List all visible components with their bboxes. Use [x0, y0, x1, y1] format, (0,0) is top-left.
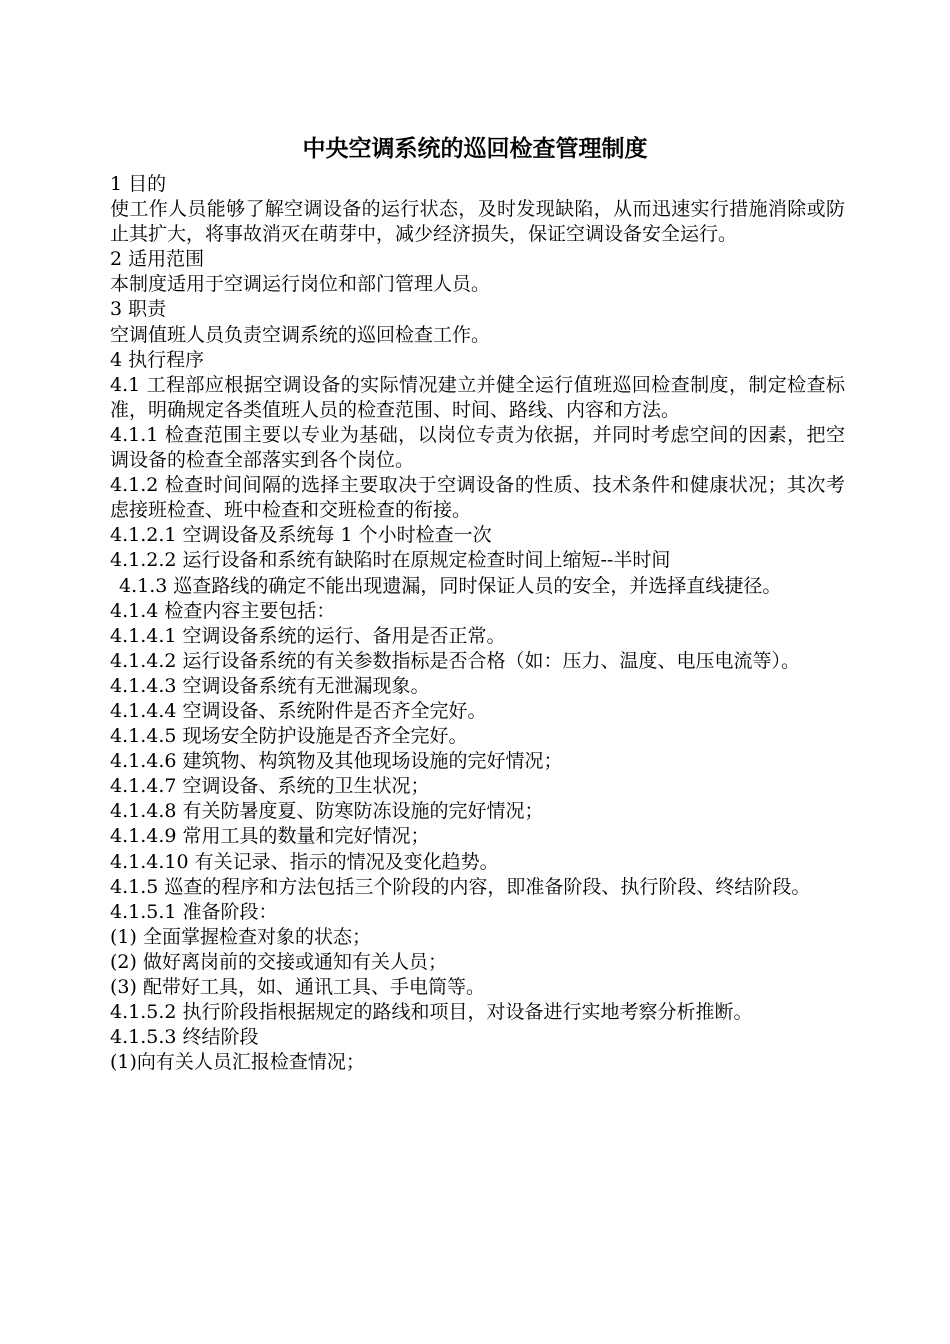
paragraph-clause: 4.1.5.1 准备阶段：	[110, 900, 278, 923]
paragraph-clause: 4.1.4.6 建筑物、构筑物及其他现场设施的完好情况；	[110, 750, 563, 773]
paragraph-clause: 4.1.5 巡查的程序和方法包括三个阶段的内容，即准备阶段、执行阶段、终结阶段。	[110, 875, 811, 898]
paragraph-clause: 4.1.4.4 空调设备、系统附件是否齐全完好。	[110, 699, 487, 722]
paragraph-clause: 4.1.4 检查内容主要包括：	[110, 599, 336, 622]
paragraph-clause: 4.1 工程部应根据空调设备的实际情况建立并健全运行值班巡回检查制度，制定检查标准，明确规定各类值班人员的检查范围、时间、路线、内容和方法。	[110, 373, 845, 421]
paragraph-purpose: 使工作人员能够了解空调设备的运行状态，及时发现缺陷，从而迅速实行措施消除或防止其扩大，将事故消灭在萌芽中，减少经济损失，保证空调设备安全运行。	[110, 198, 845, 246]
paragraph-clause: 4.1.4.10 有关记录、指示的情况及变化趋势。	[110, 850, 499, 873]
paragraph-clause: 4.1.4.5 现场安全防护设施是否齐全完好。	[110, 725, 468, 748]
paragraph-duties: 空调值班人员负责空调系统的巡回检查工作。	[110, 323, 491, 346]
paragraph-scope: 本制度适用于空调运行岗位和部门管理人员。	[110, 273, 491, 296]
paragraph-clause: 4.1.4.3 空调设备系统有无泄漏现象。	[110, 674, 430, 697]
section-heading-duties: 3 职责	[110, 298, 167, 321]
section-heading-scope: 2 适用范围	[110, 248, 205, 271]
paragraph-clause: 4.1.2.2 运行设备和系统有缺陷时在原规定检查时间上缩短--半时间	[110, 549, 671, 572]
section-heading-purpose: 1 目的	[110, 173, 167, 195]
paragraph-clause: 4.1.2.1 空调设备及系统每 1 个小时检查一次	[110, 524, 492, 547]
paragraph-clause: 4.1.4.1 空调设备系统的运行、备用是否正常。	[110, 624, 506, 647]
paragraph-clause: 4.1.2 检查时间间隔的选择主要取决于空调设备的性质、技术条件和健康状况；其次考虑接班检查、班中检查和交班检查的衔接。	[110, 474, 845, 522]
paragraph-clause: 4.1.4.8 有关防暑度夏、防寒防冻设施的完好情况；	[110, 800, 544, 823]
paragraph-clause: 4.1.3 巡查路线的确定不能出现遗漏，同时保证人员的安全，并选择直线捷径。	[119, 574, 782, 597]
paragraph-clause: 4.1.5.3 终结阶段	[110, 1026, 259, 1049]
paragraph-clause: 4.1.4.9 常用工具的数量和完好情况；	[110, 825, 430, 848]
document-title: 中央空调系统的巡回检查管理制度	[302, 136, 648, 162]
paragraph-clause: 4.1.1 检查范围主要以专业为基础，以岗位专责为依据，并同时考虑空间的因素，把空调设备的检查全部落实到各个岗位。	[110, 423, 845, 472]
paragraph-clause: 4.1.4.2 运行设备系统的有关参数指标是否合格（如：压力、温度、电压电流等）。	[110, 649, 801, 672]
paragraph-clause: 4.1.5.2 执行阶段指根据规定的路线和项目，对设备进行实地考察分析推断。	[110, 1001, 753, 1024]
list-item: (2) 做好离岗前的交接或通知有关人员；	[110, 950, 447, 973]
paragraph-clause: 4.1.4.7 空调设备、系统的卫生状况；	[110, 775, 430, 798]
list-item: (1)向有关人员汇报检查情况；	[110, 1051, 365, 1074]
document-body	[110, 172, 845, 1075]
list-item: (1) 全面掌握检查对象的状态；	[110, 925, 371, 948]
list-item: (3) 配带好工具，如、通讯工具、手电筒等。	[110, 976, 485, 998]
section-heading-procedure: 4 执行程序	[110, 348, 205, 371]
